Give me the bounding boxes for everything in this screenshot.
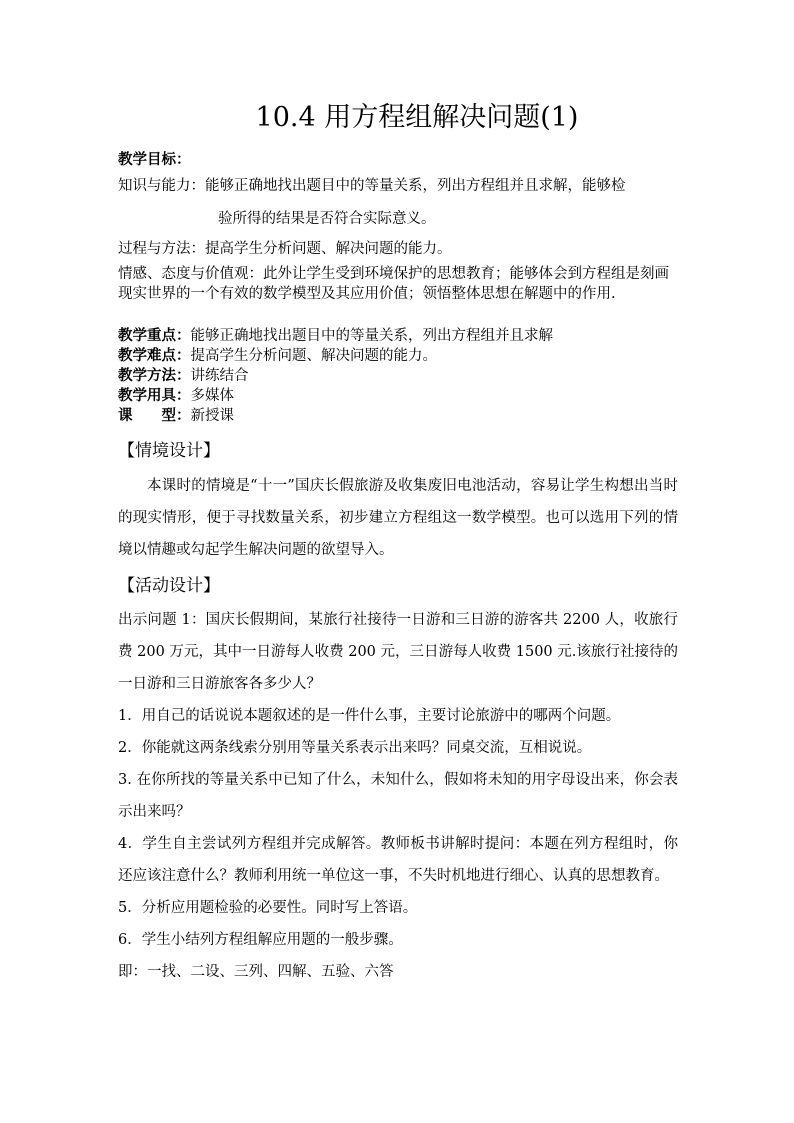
step-item: 1．用自己的话说说本题叙述的是一件什么事，主要讨论旅游中的哪两个问题。 [118, 708, 621, 724]
process-line: 过程与方法：提高学生分析问题、解决问题的能力。 [118, 241, 452, 257]
step-item: 5．分析应用题检验的必要性。同时写上答语。 [118, 900, 418, 916]
step-item: 3. 在你所找的等量关系中已知了什么，未知什么，假如将未知的用字母设出来，你会表示出来吗？ [118, 772, 678, 820]
type-text: 新授课 [190, 408, 234, 424]
goals-heading-label: 教学目标： [118, 151, 191, 168]
teaching-info [118, 326, 678, 426]
summary-line: 即：一找、二设、三列、四解、五验、六答 [118, 964, 394, 980]
tools-line [118, 386, 678, 406]
tools-label: 教学用具： [118, 387, 191, 404]
knowledge-label: 知识与能力： [118, 178, 205, 194]
scenario-heading: 【情境设计】 [118, 441, 220, 461]
key-point-line [118, 326, 678, 346]
page-title: 10.4 用方程组解决问题(1) [255, 102, 579, 133]
difficulty-label: 教学难点： [118, 347, 191, 364]
method-label: 教学方法： [118, 367, 191, 384]
type-line [118, 406, 678, 426]
difficulty-line [118, 346, 678, 366]
step-item: 4．学生自主尝试列方程组并完成解答。教师板书讲解时提问：本题在列方程组时，你还应该注意什么？教师利用统一单位这一事，不失时机地进行细心、认真的思想教育。 [118, 836, 678, 884]
emotion-paragraph: 情感、态度与价值观：此外让学生受到环境保护的思想教育；能够体会到方程组是刻画现实世界的一个有效的数学模型及其应用价值；领悟整体思想在解题中的作用. [118, 266, 669, 302]
activity-heading: 【活动设计】 [118, 576, 220, 596]
step-item: 2．你能就这两条线索分别用等量关系表示出来吗？同桌交流，互相说说。 [118, 740, 592, 756]
difficulty-text: 提高学生分析问题、解决问题的能力。 [190, 348, 437, 364]
method-line [118, 366, 678, 386]
type-label: 课 型： [118, 407, 191, 424]
activity-content [118, 604, 678, 988]
scenario-paragraph: 本课时的情境是“十一”国庆长假旅游及收集废旧电池活动，容易让学生构想出当时的现实情形，便于寻找数量关系，初步建立方程组这一数学模型。也可以选用下列的情境以情趣或勾起学生解决问题的欲望导入。 [118, 478, 678, 558]
knowledge-line-2: 验所得的结果是否符合实际意义。 [218, 211, 436, 227]
key-point-label: 教学重点： [118, 327, 191, 344]
key-point-text: 能够正确地找出题目中的等量关系，列出方程组并且求解 [190, 328, 553, 344]
problem-paragraph: 出示问题 1：国庆长假期间，某旅行社接待一日游和三日游的游客共 2200 人，收旅行费 200 万元，其中一日游每人收费 200 元，三日游每人收费 1500 元.该旅行社接待的一日游和三日游旅客各多少人？ [118, 612, 678, 692]
knowledge-text-1: 能够正确地找出题目中的等量关系，列出方程组并且求解，能够检 [205, 178, 626, 194]
method-text: 讲练结合 [190, 368, 249, 384]
step-item: 6．学生小结列方程组解应用题的一般步骤。 [118, 932, 403, 948]
knowledge-section [118, 170, 678, 236]
tools-text: 多媒体 [190, 388, 234, 404]
knowledge-line-1 [118, 170, 678, 203]
